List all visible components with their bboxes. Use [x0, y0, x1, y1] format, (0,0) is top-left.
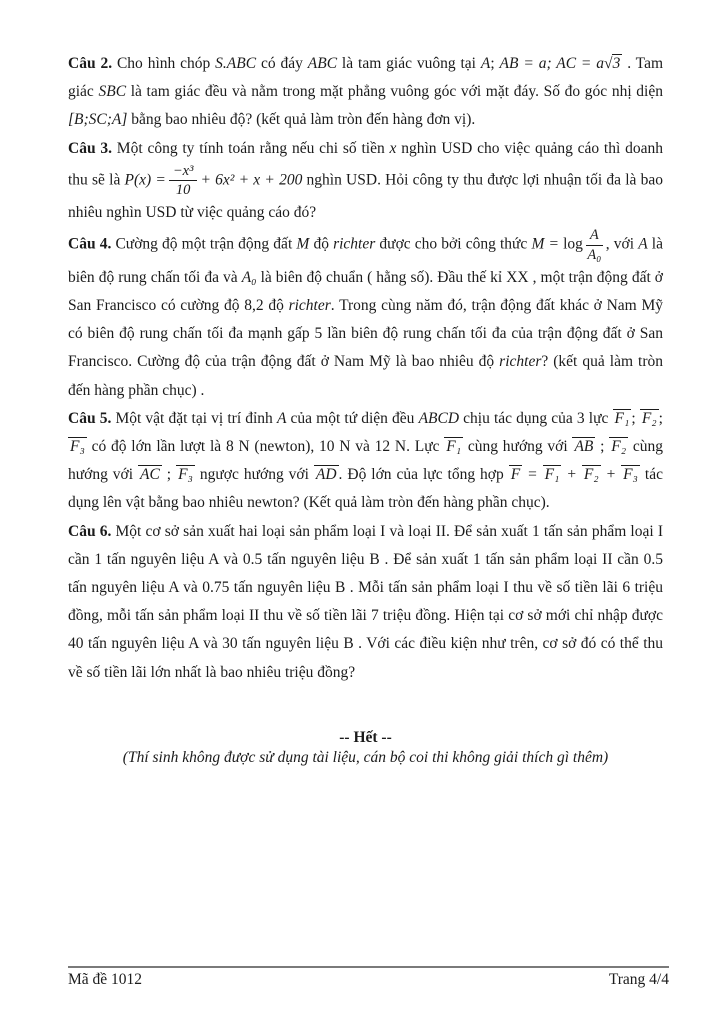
question-paragraph: Câu 2. Cho hình chóp S.ABC có đáy ABC là tam giác vuông tại A; AB = a; AC = a√3 . Tam giác SBC là tam giác đều và nằm trong mặt phẳng vuông góc với mặt đáy. Số đo góc nhị diện [B;SC;A] bằng bao nhiêu độ? (kết quả làm tròn đến hàng đơn vị). — [68, 55, 664, 129]
end-marker: -- Hết -- — [339, 728, 392, 746]
math-vector: F₁ — [544, 466, 560, 484]
question-label: Câu 4. — [68, 236, 112, 254]
question-label: Câu 3. — [68, 139, 112, 157]
question-paragraph: Câu 3. Một công ty tính toán rằng nếu chi số tiền x nghìn USD cho việc quảng cáo thì doanh thu sẽ là P(x) = $\frac{\text{−x³}}{10}$ + 6x² + x + 200 nghìn USD. Hỏi công ty thu được lợi nhuận tối đa là bao nhiêu nghìn USD từ việc quảng cáo đó? — [68, 139, 663, 222]
math-vector: AD — [315, 466, 337, 484]
end-block — [68, 729, 663, 767]
math-fraction: $\frac{A}{\text{A₀}}$ — [587, 227, 602, 264]
question-label: Câu 2. — [68, 55, 113, 72]
question-label: Câu 6. — [68, 522, 112, 540]
math-vector: AB — [574, 437, 594, 455]
question-paragraph: Câu 6. Một cơ sở sản xuất hai loại sản phẩm loại I và loại II. Để sản xuất 1 tấn sản phẩm loại I cần 1 tấn nguyên liệu A và 0.5 tấn nguyên liệu B . Để sản xuất 1 tấn sản phẩm loại II cần 0.5 tấn nguyên liệu A và 0.75 tấn nguyên liệu B . Mỗi tấn sản phẩm loại I thu về số tiền lãi 6 triệu đồng, mỗi tấn sản phẩm loại II thu về số tiền lãi 7 triệu đồng. Hiện tại cơ sở mới chỉ nhập được 40 tấn nguyên liệu A và 30 tấn nguyên liệu B . Với các điều kiện như trên, cơ sở đó có thể thu về số tiền lãi lớn nhất là bao nhiêu triệu đồng? — [68, 522, 664, 681]
question-label: Câu 5. — [68, 409, 112, 427]
page-footer — [68, 966, 669, 989]
exam-content — [68, 50, 663, 767]
math-vector: F₃ — [623, 466, 638, 484]
math-vector: F₃ — [70, 437, 85, 455]
math-vector: F₂ — [641, 409, 657, 427]
math-vector: F₁ — [446, 437, 462, 455]
math-sqrt: √3 — [604, 55, 621, 72]
questions-section — [68, 50, 663, 687]
math-vector: F — [510, 466, 521, 484]
exam-code: Mã đề 1012 — [68, 971, 143, 988]
math-vector: F₂ — [611, 437, 627, 455]
math-vector: F₂ — [583, 466, 599, 484]
end-note: (Thí sinh không được sử dụng tài liệu, cán bộ coi thi không giải thích gì thêm) — [122, 748, 609, 766]
math-vector: F₃ — [178, 466, 193, 484]
math-fraction: $\frac{\text{−x³}}{10}$ — [169, 163, 198, 199]
question-paragraph: Câu 4. Cường độ một trận động đất M độ richter được cho bởi công thức M = log $\frac{A}{\text{A₀}}$ , với A là biên độ rung chấn tối đa và A₀ là biên độ chuẩn ( hằng số). Đầu thế kỉ XX , một trận động đất ở San Francisco có cường độ 8,2 độ richter. Trong cùng năm đó, trận động đất khác ở Nam Mỹ có biên độ rung chấn tối đa mạnh gấp 5 lần biên độ rung chấn tối đa của trận động đất ở San Francisco. Cường độ của trận động đất ở Nam Mỹ là bao nhiêu độ richter? (kết quả làm tròn đến hàng phần chục) . — [68, 227, 663, 399]
page-number: Trang 4/4 — [608, 971, 669, 988]
question-paragraph: Câu 5. Một vật đặt tại vị trí đỉnh A của một tứ diện đều ABCD chịu tác dụng của 3 lực F₁ ; F₂ ; F₃ có độ lớn lần lượt là 8 N (newton), 10 N và 12 N. Lực F₁ cùng hướng với AB ; F₂ cùng hướng với AC ; F₃ ngược hướng với AD . Độ lớn của lực tổng hợp F = F₁ + F₂ + F₃ tác dụng lên vật bằng bao nhiêu newton? (Kết quả làm tròn đến hàng phần chục). — [68, 409, 663, 512]
math-vector: F₁ — [614, 409, 630, 427]
math-vector: AC — [140, 466, 160, 484]
